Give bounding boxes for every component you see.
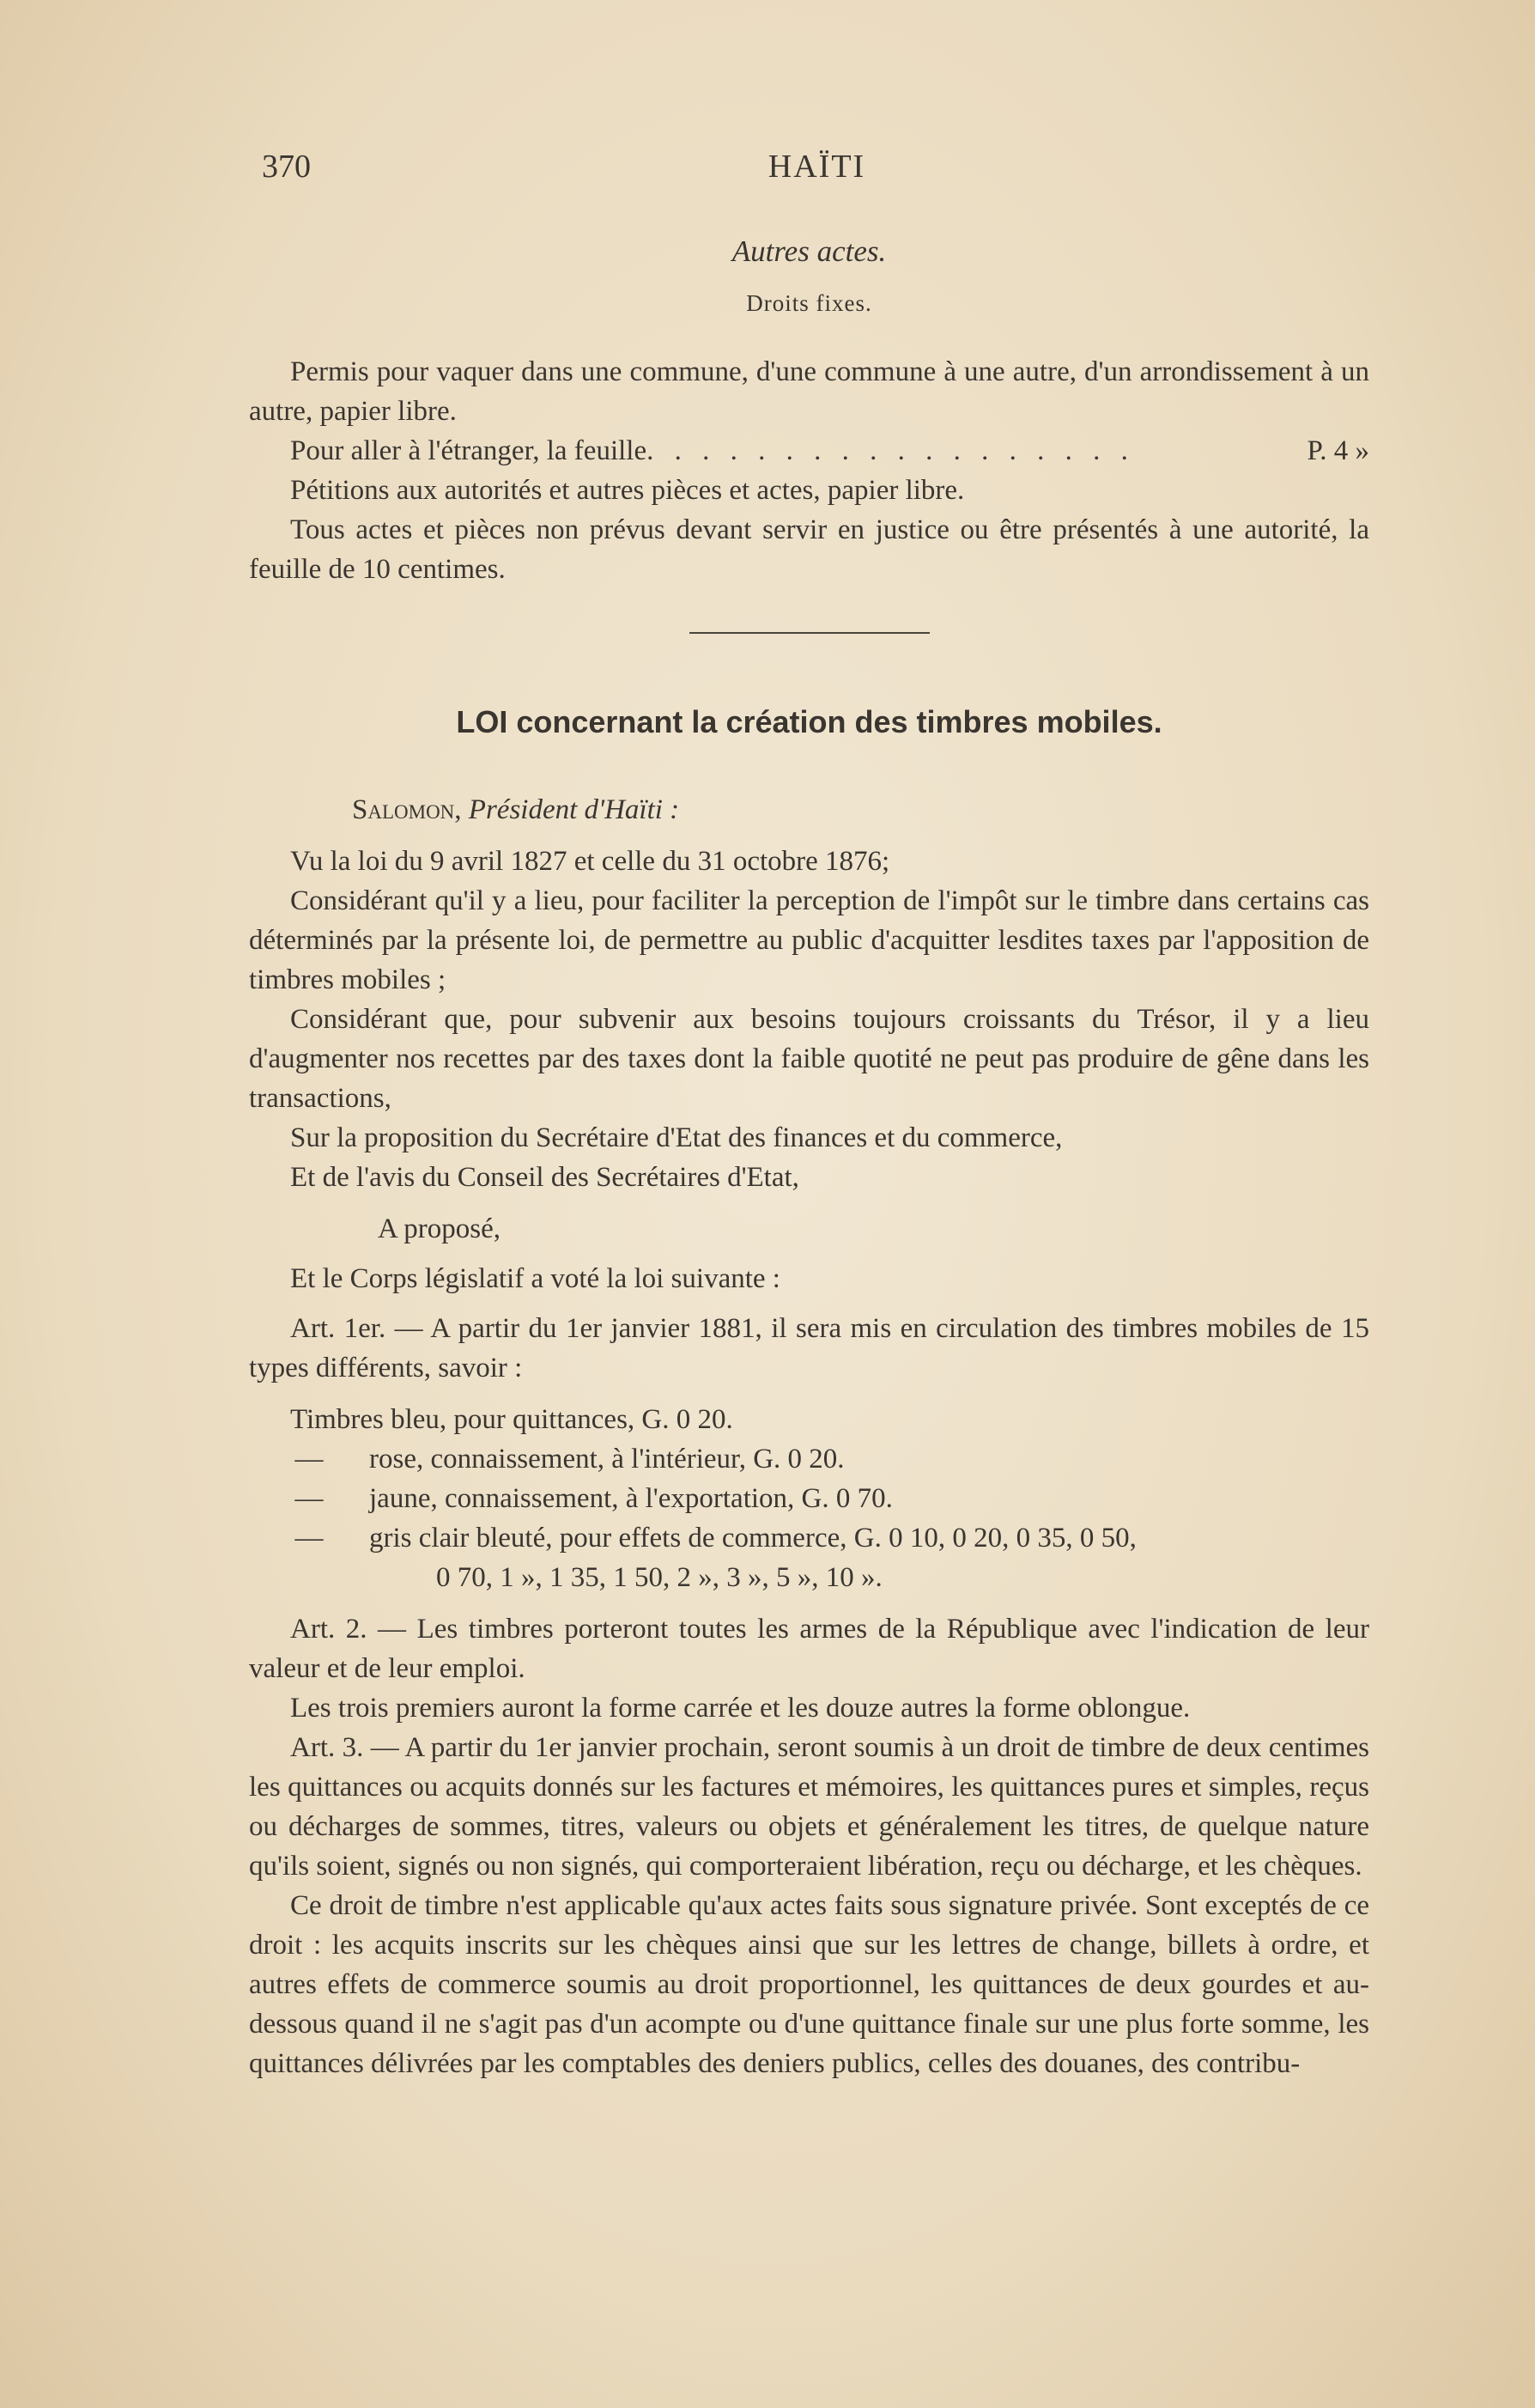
law-heading: LOI concernant la création des timbres mobiles. (456, 704, 1162, 739)
stamp-line (249, 1479, 1369, 1518)
dash: — (294, 1444, 324, 1475)
stamp-line (249, 1439, 1369, 1479)
page-number: 370 (262, 149, 311, 185)
consideration: Vu la loi du 9 avril 1827 et celle du 31 octobre 1876; (290, 846, 890, 877)
article-1: Art. 1er. — A partir du 1er janvier 1881, il sera mis en circulation des timbres mobiles de 15 types différents, savoir : (249, 1313, 1369, 1383)
consideration: Et de l'avis du Conseil des Secrétaires d'Etat, (290, 1162, 799, 1193)
article-2-cont: Les trois premiers auront la forme carrée et les douze autres la forme oblongue. (290, 1693, 1191, 1724)
running-title: HAÏTI (768, 149, 866, 185)
a-propose: A proposé, (378, 1213, 501, 1244)
dash: — (294, 1523, 324, 1554)
consideration: Considérant que, pour subvenir aux besoins toujours croissants du Trésor, il y a lieu d'augmenter nos recettes par des taxes dont la faible quotité ne peut pas produire de gêne dans les transactions, (249, 1004, 1369, 1114)
page-header (262, 148, 1372, 199)
consideration: Considérant qu'il y a lieu, pour faciliter la perception de l'impôt sur le timbre dans certains cas déterminés par la présente loi, de permettre au public d'acquitter lesdites taxes par l'apposition de timbres mobiles ; (249, 885, 1369, 995)
stamp-line (249, 1518, 1369, 1558)
president-title: Président d'Haïti : (468, 794, 680, 825)
article-3: Art. 3. — A partir du 1er janvier prochain, seront soumis à un droit de timbre de deux centimes les quittances ou acquits donnés sur les factures et mémoires, les quittances pures et simples, reçus ou décharges de sommes, titres, valeurs ou objets et généralement les titres, de quelque nature qu'ils soient, signés ou non signés, qui comporteraient libération, reçu ou décharge, et les chèques. (249, 1732, 1369, 1882)
section-heading (249, 232, 1369, 323)
article-2: Art. 2. — Les timbres porteront toutes les armes de la République avec l'indication de leur valeur et de leur emploi. (249, 1614, 1369, 1684)
fee-leader-label: Pour aller à l'étranger, la feuille (290, 435, 647, 466)
separator-rule (689, 632, 930, 634)
fees-block (249, 352, 1369, 589)
dash: — (294, 1483, 324, 1514)
law-body (249, 790, 1369, 2083)
consideration: Sur la proposition du Secrétaire d'Etat des finances et du commerce, (290, 1122, 1063, 1153)
stamp-text: gris clair bleuté, pour effets de commerce, G. 0 10, 0 20, 0 35, 0 50, (369, 1523, 1137, 1554)
fee-paragraph: Permis pour vaquer dans une commune, d'une commune à une autre, d'un arrondissement à un autre, papier libre. (249, 356, 1369, 427)
stamp-continuation: 0 70, 1 », 1 35, 1 50, 2 », 3 », 5 », 10 ». (436, 1562, 883, 1593)
vote-line: Et le Corps législatif a voté la loi suivante : (290, 1263, 780, 1294)
president-line (249, 790, 1369, 830)
fee-paragraph: Pétitions aux autorités et autres pièces et actes, papier libre. (290, 475, 965, 506)
stamp-line: Timbres bleu, pour quittances, G. 0 20. (290, 1404, 733, 1435)
fee-leader-value: P. 4 » (1307, 435, 1369, 466)
president-name: Salomon, (352, 794, 462, 825)
fee-leader-dots: . . . . . . . . . . . . . . . . . . (646, 435, 1135, 466)
law-title (249, 702, 1369, 742)
fee-paragraph: Tous actes et pièces non prévus devant servir en justice ou être présentés à une autorité, la feuille de 10 centimes. (249, 514, 1369, 585)
section-subtitle: Droits fixes. (746, 290, 872, 316)
article-3-cont: Ce droit de timbre n'est applicable qu'aux actes faits sous signature privée. Sont exceptés de ce droit : les acquits inscrits sur les chèques ainsi que sur les lettres de change, billets à ordre, et autres effets de commerce soumis au droit proportionnel, les quittances de deux gourdes et au-dessous quand il ne s'agit pas d'un acompte ou d'une quittance finale sur une plus forte somme, les quittances délivrées par les comptables des deniers publics, celles des douanes, des contribu- (249, 1890, 1369, 2079)
separator-wrap (249, 632, 1369, 634)
fee-leader-row (249, 431, 1369, 471)
section-title: Autres actes. (731, 234, 887, 268)
stamp-text: rose, connaissement, à l'intérieur, G. 0 20. (369, 1444, 845, 1475)
stamp-text: jaune, connaissement, à l'exportation, G. 0 70. (369, 1483, 893, 1514)
